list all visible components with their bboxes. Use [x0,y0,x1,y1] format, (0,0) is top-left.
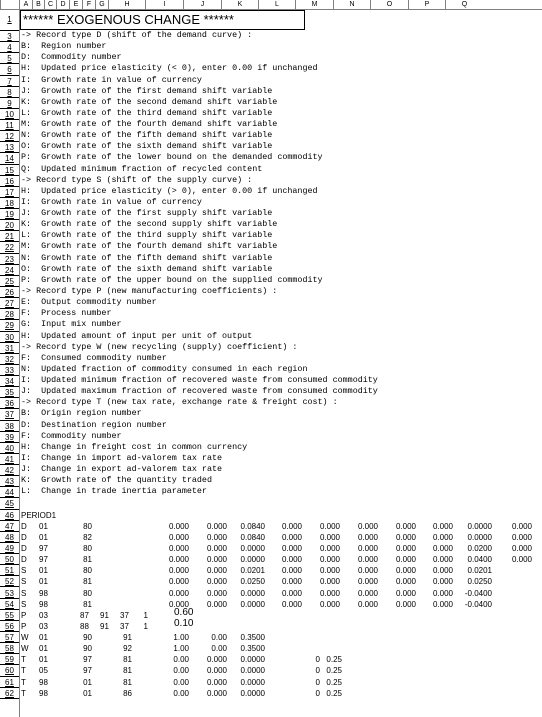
description-line[interactable]: Q: Updated minimum fraction of recycled content [21,163,263,174]
value-cell[interactable]: 0.000 [281,577,302,587]
value-cell[interactable]: 0.0250 [467,577,492,587]
value-cell[interactable]: 0.000 [206,577,227,587]
row-number-53[interactable]: 53 [0,588,19,599]
value-cell[interactable]: -0.0400 [464,599,492,609]
value-cell[interactable]: 1.00 [173,644,189,654]
region-cell[interactable]: 01 [39,577,48,587]
value-cell[interactable]: 0.000 [206,521,227,531]
value-cell[interactable]: 0.0000 [240,677,265,687]
description-line[interactable]: G: Input mix number [21,319,122,330]
description-line[interactable]: O: Growth rate of the sixth demand shift variable [21,263,273,274]
description-line[interactable]: K: Growth rate of the second demand shift variable [21,96,278,107]
description-line[interactable]: N: Growth rate of the fifth demand shift variable [21,252,273,263]
value-cell[interactable]: 0.000 [281,566,302,576]
column-header-h[interactable]: H [108,0,145,9]
value-cell[interactable]: 0.25 [326,677,342,687]
value-cell[interactable]: 0.000 [281,599,302,609]
description-line[interactable]: M: Growth rate of the fourth demand shift variable [21,119,278,130]
region-cell[interactable]: 01 [39,521,48,531]
column-header-f[interactable]: F [82,0,95,9]
record-type-cell[interactable]: D [21,555,27,565]
description-line[interactable]: -> Record type D (shift of the demand curve) : [21,30,253,40]
value-cell[interactable]: 0.000 [432,555,453,565]
value-cell[interactable]: 0.0000 [240,666,265,676]
row-number-60[interactable]: 60 [0,665,19,676]
column-header-i[interactable]: I [145,0,183,9]
row-number-20[interactable]: 20 [0,220,19,231]
description-line[interactable]: M: Growth rate of the fourth demand shift variable [21,241,278,252]
value-cell[interactable]: 0.0000 [240,588,265,598]
row-number-15[interactable]: 15 [0,165,19,176]
value-cell[interactable]: 0.000 [319,577,340,587]
coefficient-cell[interactable]: 0.10 [174,617,194,629]
value-cell[interactable]: 0.000 [206,677,227,687]
origin-region-cell[interactable]: 98 [39,677,48,687]
value-cell[interactable]: 0.0840 [240,521,265,531]
value-cell[interactable]: 0.000 [319,555,340,565]
value-cell[interactable]: 0.00 [173,666,189,676]
description-line[interactable]: P: Growth rate of the upper bound on the supplied commodity [21,274,323,285]
value-cell[interactable]: 0.000 [206,655,227,665]
value-cell[interactable]: 0.000 [319,599,340,609]
value-cell[interactable]: 0 [315,688,320,698]
row-number-50[interactable]: 50 [0,554,19,565]
column-header-l[interactable]: L [258,0,295,9]
value-cell[interactable]: 0.0000 [240,599,265,609]
value-cell[interactable]: 0 [315,666,320,676]
value-cell[interactable]: 0 [315,655,320,665]
row-number-22[interactable]: 22 [0,242,19,253]
value-cell[interactable]: 0.000 [206,532,227,542]
row-number-62[interactable]: 62 [0,688,19,699]
column-header-g[interactable]: G [95,0,108,9]
value-cell[interactable]: 0.25 [326,688,342,698]
column-header-bar [0,0,542,10]
record-type-cell[interactable]: D [21,543,27,553]
description-line[interactable]: L: Change in trade inertia parameter [21,486,207,497]
value-cell[interactable]: 0.000 [357,521,378,531]
value-cell[interactable]: 0.000 [357,555,378,565]
value-cell[interactable]: 0.000 [395,543,416,553]
row-number-39[interactable]: 39 [0,432,19,443]
index-cell[interactable]: 1 [143,610,148,620]
consumed-commodity-cell[interactable]: 92 [123,644,132,654]
row-number-23[interactable]: 23 [0,254,19,265]
record-type-cell[interactable]: S [21,588,27,598]
value-cell[interactable]: 0.000 [206,555,227,565]
description-line[interactable]: F: Consumed commodity number [21,352,167,363]
input-mix-cell[interactable]: 37 [120,610,129,620]
commodity-cell[interactable]: 80 [83,566,92,576]
commodity-cell[interactable]: 81 [83,599,92,609]
record-type-cell[interactable]: S [21,566,27,576]
description-line[interactable]: H: Updated price elasticity (< 0), enter 0.00 if unchanged [21,63,318,74]
value-cell[interactable]: 0.000 [168,521,189,531]
value-cell[interactable]: 0.000 [357,566,378,576]
row-number-26[interactable]: 26 [0,287,19,298]
value-cell[interactable]: 0.000 [357,577,378,587]
value-cell[interactable]: 0.000 [319,532,340,542]
value-cell[interactable]: 0 [315,677,320,687]
value-cell[interactable]: 0.000 [395,566,416,576]
region-cell[interactable]: 01 [39,532,48,542]
row-number-24[interactable]: 24 [0,265,19,276]
value-cell[interactable]: 0.0000 [467,521,492,531]
row-number-48[interactable]: 48 [0,532,19,543]
value-cell[interactable]: 0.00 [173,688,189,698]
value-cell[interactable]: 0.000 [511,543,532,553]
description-line[interactable]: O: Growth rate of the sixth demand shift variable [21,141,273,152]
column-header-n[interactable]: N [333,0,370,9]
row-number-1[interactable]: 1 [0,9,19,31]
value-cell[interactable]: 0.000 [395,588,416,598]
row-number-30[interactable]: 30 [0,332,19,343]
value-cell[interactable]: 0.000 [281,555,302,565]
row-number-55[interactable]: 55 [0,610,19,621]
row-number-52[interactable]: 52 [0,576,19,587]
value-cell[interactable]: 0.000 [395,521,416,531]
row-number-3[interactable]: 3 [0,31,19,42]
origin-region-cell[interactable]: 01 [39,655,48,665]
row-number-8[interactable]: 8 [0,87,19,98]
description-line[interactable]: -> Record type S (shift of the supply curve) : [21,174,253,185]
row-number-42[interactable]: 42 [0,465,19,476]
value-cell[interactable]: 0.000 [281,521,302,531]
commodity-cell[interactable]: 81 [123,655,132,665]
column-header-j[interactable]: J [183,0,221,9]
region-cell[interactable]: 98 [39,599,48,609]
row-number-47[interactable]: 47 [0,521,19,532]
value-cell[interactable]: 0.000 [432,543,453,553]
column-header-k[interactable]: K [221,0,258,9]
value-cell[interactable]: 0.000 [206,688,227,698]
description-line[interactable]: L: Growth rate of the third supply shift variable [21,230,273,241]
value-cell[interactable]: 0.00 [173,677,189,687]
value-cell[interactable]: 0.00 [211,633,227,643]
value-cell[interactable]: 0.000 [281,588,302,598]
select-all-corner[interactable] [0,0,19,9]
row-number-45[interactable]: 45 [0,498,19,509]
row-number-9[interactable]: 9 [0,98,19,109]
row-number-59[interactable]: 59 [0,654,19,665]
description-line[interactable]: H: Updated price elasticity (> 0), enter 0.00 if unchanged [21,185,318,196]
value-cell[interactable]: 0.000 [168,577,189,587]
value-cell[interactable]: 0.000 [319,543,340,553]
description-line[interactable]: N: Updated fraction of commodity consumed in each region [21,363,308,374]
region-cell[interactable]: 97 [39,555,48,565]
consumed-commodity-cell[interactable]: 91 [123,633,132,643]
value-cell[interactable]: 0.00 [173,655,189,665]
value-cell[interactable]: 0.0000 [240,655,265,665]
row-number-38[interactable]: 38 [0,421,19,432]
description-line[interactable]: B: Origin region number [21,408,142,419]
value-cell[interactable]: 0.000 [357,543,378,553]
value-cell[interactable]: 0.000 [168,588,189,598]
value-cell[interactable]: 0.0000 [240,543,265,553]
process-cell[interactable]: 91 [100,610,109,620]
value-cell[interactable]: 0.000 [168,532,189,542]
value-cell[interactable]: 0.00 [211,644,227,654]
value-cell[interactable]: 0.000 [395,532,416,542]
row-number-18[interactable]: 18 [0,198,19,209]
row-number-13[interactable]: 13 [0,142,19,153]
description-line[interactable]: J: Growth rate of the first supply shift variable [21,208,273,219]
region-cell[interactable]: 01 [39,644,48,654]
description-line[interactable]: J: Change in export ad-valorem tax rate [21,464,223,475]
description-line[interactable]: L: Growth rate of the third demand shift variable [21,107,273,118]
value-cell[interactable]: 0.000 [511,555,532,565]
record-type-cell[interactable]: S [21,577,27,587]
column-header-d[interactable]: D [56,0,69,9]
value-cell[interactable]: 0.0840 [240,532,265,542]
value-cell[interactable]: 0.000 [206,666,227,676]
value-cell[interactable]: 0.000 [432,588,453,598]
value-cell[interactable]: 0.000 [432,532,453,542]
row-number-44[interactable]: 44 [0,487,19,498]
row-number-37[interactable]: 37 [0,409,19,420]
value-cell[interactable]: 0.000 [432,599,453,609]
row-number-34[interactable]: 34 [0,376,19,387]
value-cell[interactable]: 0.000 [319,521,340,531]
value-cell[interactable]: 0.000 [395,577,416,587]
row-number-35[interactable]: 35 [0,387,19,398]
value-cell[interactable]: 0.3500 [240,633,265,643]
record-type-cell[interactable]: W [21,633,29,643]
value-cell[interactable]: 0.25 [326,666,342,676]
value-cell[interactable]: 0.0000 [467,532,492,542]
value-cell[interactable]: 0.000 [319,588,340,598]
input-mix-cell[interactable]: 37 [120,621,129,631]
description-line[interactable]: P: Growth rate of the lower bound on the demanded commodity [21,152,323,163]
destination-region-cell[interactable]: 97 [83,666,92,676]
value-cell[interactable]: 0.3500 [240,644,265,654]
description-line[interactable]: I: Change in import ad-valorem tax rate [21,452,223,463]
value-cell[interactable]: 0.000 [168,543,189,553]
description-line[interactable]: K: Growth rate of the second supply shift variable [21,219,278,230]
record-type-cell[interactable]: T [21,688,26,698]
value-cell[interactable]: -0.0400 [464,588,492,598]
region-cell[interactable]: 01 [39,566,48,576]
value-cell[interactable]: 0.000 [511,532,532,542]
region-cell[interactable]: 98 [39,588,48,598]
value-cell[interactable]: 0.000 [432,521,453,531]
column-header-a[interactable]: A [19,0,32,9]
coefficient-cell[interactable]: 0.60 [174,606,194,618]
row-number-54[interactable]: 54 [0,599,19,610]
row-number-57[interactable]: 57 [0,632,19,643]
row-number-11[interactable]: 11 [0,120,19,131]
commodity-cell[interactable]: 81 [123,666,132,676]
description-line[interactable]: I: Updated minimum fraction of recovered waste from consumed commodity [21,375,378,386]
row-number-16[interactable]: 16 [0,176,19,187]
record-type-cell[interactable]: W [21,644,29,654]
column-header-m[interactable]: M [295,0,333,9]
record-type-cell[interactable]: P [21,610,27,620]
commodity-cell[interactable]: 80 [83,521,92,531]
record-type-cell[interactable]: P [21,621,27,631]
row-number-27[interactable]: 27 [0,298,19,309]
destination-region-cell[interactable]: 01 [83,688,92,698]
row-number-43[interactable]: 43 [0,476,19,487]
description-line[interactable]: J: Updated maximum fraction of recovered waste from consumed commodity [21,386,378,397]
column-header-c[interactable]: C [44,0,56,9]
value-cell[interactable]: 0.000 [319,566,340,576]
record-type-cell[interactable]: T [21,655,26,665]
record-type-cell[interactable]: T [21,666,26,676]
value-cell[interactable]: 0.0000 [240,555,265,565]
commodity-cell[interactable]: 81 [123,677,132,687]
value-cell[interactable]: 0.000 [206,543,227,553]
description-line[interactable]: H: Updated amount of input per unit of output [21,330,253,341]
row-number-46[interactable]: 46 [0,510,19,521]
description-line[interactable]: -> Record type W (new recycling (supply) coefficient) : [21,341,298,352]
row-number-10[interactable]: 10 [0,109,19,120]
description-line[interactable]: N: Growth rate of the fifth demand shift variable [21,130,273,141]
row-number-36[interactable]: 36 [0,398,19,409]
index-cell[interactable]: 1 [143,621,148,631]
record-type-cell[interactable]: S [21,599,27,609]
value-cell[interactable]: 0.25 [326,655,342,665]
commodity-cell[interactable]: 80 [83,543,92,553]
row-number-5[interactable]: 5 [0,53,19,64]
destination-region-cell[interactable]: 97 [83,655,92,665]
value-cell[interactable]: 0.000 [432,577,453,587]
value-cell[interactable]: 0.000 [395,599,416,609]
destination-region-cell[interactable]: 01 [83,677,92,687]
commodity-cell[interactable]: 86 [123,688,132,698]
description-line[interactable]: F: Process number [21,308,112,319]
row-number-61[interactable]: 61 [0,677,19,688]
commodity-cell[interactable]: 81 [83,577,92,587]
value-cell[interactable]: 0.000 [357,599,378,609]
description-line[interactable]: K: Growth rate of the quantity traded [21,475,212,486]
row-number-7[interactable]: 7 [0,76,19,87]
column-header-e[interactable]: E [69,0,82,9]
description-line[interactable]: H: Change in freight cost in common currency [21,441,248,452]
row-number-32[interactable]: 32 [0,354,19,365]
value-cell[interactable]: 1.00 [173,633,189,643]
row-number-31[interactable]: 31 [0,343,19,354]
value-cell[interactable]: 0.000 [395,555,416,565]
row-number-19[interactable]: 19 [0,209,19,220]
description-line[interactable]: D: Commodity number [21,52,122,63]
row-number-33[interactable]: 33 [0,365,19,376]
value-cell[interactable]: 0.000 [432,566,453,576]
row-number-28[interactable]: 28 [0,309,19,320]
commodity-cell[interactable]: 90 [83,644,92,654]
value-cell[interactable]: 0.000 [206,566,227,576]
description-line[interactable]: D: Destination region number [21,419,167,430]
description-line[interactable]: I: Growth rate in value of currency [21,74,202,85]
description-line[interactable]: B: Region number [21,41,107,52]
description-line[interactable]: E: Output commodity number [21,297,157,308]
row-number-56[interactable]: 56 [0,621,19,632]
value-cell[interactable]: 0.000 [168,566,189,576]
record-type-cell[interactable]: D [21,532,27,542]
value-cell[interactable]: 0.0000 [240,688,265,698]
value-cell[interactable]: 0.0201 [240,566,265,576]
commodity-cell[interactable]: 82 [83,532,92,542]
row-number-17[interactable]: 17 [0,187,19,198]
region-cell[interactable]: 03 [39,610,48,620]
row-number-49[interactable]: 49 [0,543,19,554]
description-line[interactable]: I: Growth rate in value of currency [21,196,202,207]
row-number-51[interactable]: 51 [0,565,19,576]
origin-region-cell[interactable]: 98 [39,688,48,698]
process-cell[interactable]: 91 [100,621,109,631]
description-line[interactable]: J: Growth rate of the first demand shift variable [21,85,273,96]
value-cell[interactable]: 0.000 [206,588,227,598]
row-number-29[interactable]: 29 [0,320,19,331]
value-cell[interactable]: 0.0400 [467,555,492,565]
row-number-41[interactable]: 41 [0,454,19,465]
value-cell[interactable]: 0.000 [168,599,189,609]
record-type-cell[interactable]: D [21,521,27,531]
value-cell[interactable]: 0.000 [357,588,378,598]
row-number-12[interactable]: 12 [0,131,19,142]
column-header-p[interactable]: P [408,0,445,9]
record-type-cell[interactable]: T [21,677,26,687]
value-cell[interactable]: 0.000 [168,555,189,565]
origin-region-cell[interactable]: 05 [39,666,48,676]
column-header-q[interactable]: Q [445,0,483,9]
region-cell[interactable]: 01 [39,633,48,643]
commodity-cell[interactable]: 90 [83,633,92,643]
row-number-21[interactable]: 21 [0,231,19,242]
value-cell[interactable]: 0.0250 [240,577,265,587]
column-header-b[interactable]: B [32,0,44,9]
value-cell[interactable]: 0.0201 [467,566,492,576]
row-number-4[interactable]: 4 [0,42,19,53]
value-cell[interactable]: 0.000 [357,532,378,542]
value-cell[interactable]: 0.000 [511,521,532,531]
output-commodity-cell[interactable]: 88 [80,621,89,631]
description-line[interactable]: -> Record type P (new manufacturing coefficients) : [21,285,278,296]
commodity-cell[interactable]: 81 [83,555,92,565]
region-cell[interactable]: 97 [39,543,48,553]
row-number-6[interactable]: 6 [0,64,19,75]
row-number-14[interactable]: 14 [0,153,19,164]
sheet-title[interactable]: ****** EXOGENOUS CHANGE ****** [20,10,305,30]
output-commodity-cell[interactable]: 87 [80,610,89,620]
value-cell[interactable]: 0.000 [281,532,302,542]
row-number-25[interactable]: 25 [0,276,19,287]
value-cell[interactable]: 0.000 [206,599,227,609]
period-label[interactable]: PERIOD1 [21,510,57,520]
region-cell[interactable]: 03 [39,621,48,631]
row-number-58[interactable]: 58 [0,643,19,654]
row-number-40[interactable]: 40 [0,443,19,454]
value-cell[interactable]: 0.0200 [467,543,492,553]
description-line[interactable]: -> Record type T (new tax rate, exchange rate & freight cost) : [21,397,338,408]
description-line[interactable]: F: Commodity number [21,430,122,441]
value-cell[interactable]: 0.000 [281,543,302,553]
commodity-cell[interactable]: 80 [83,588,92,598]
column-header-o[interactable]: O [370,0,408,9]
